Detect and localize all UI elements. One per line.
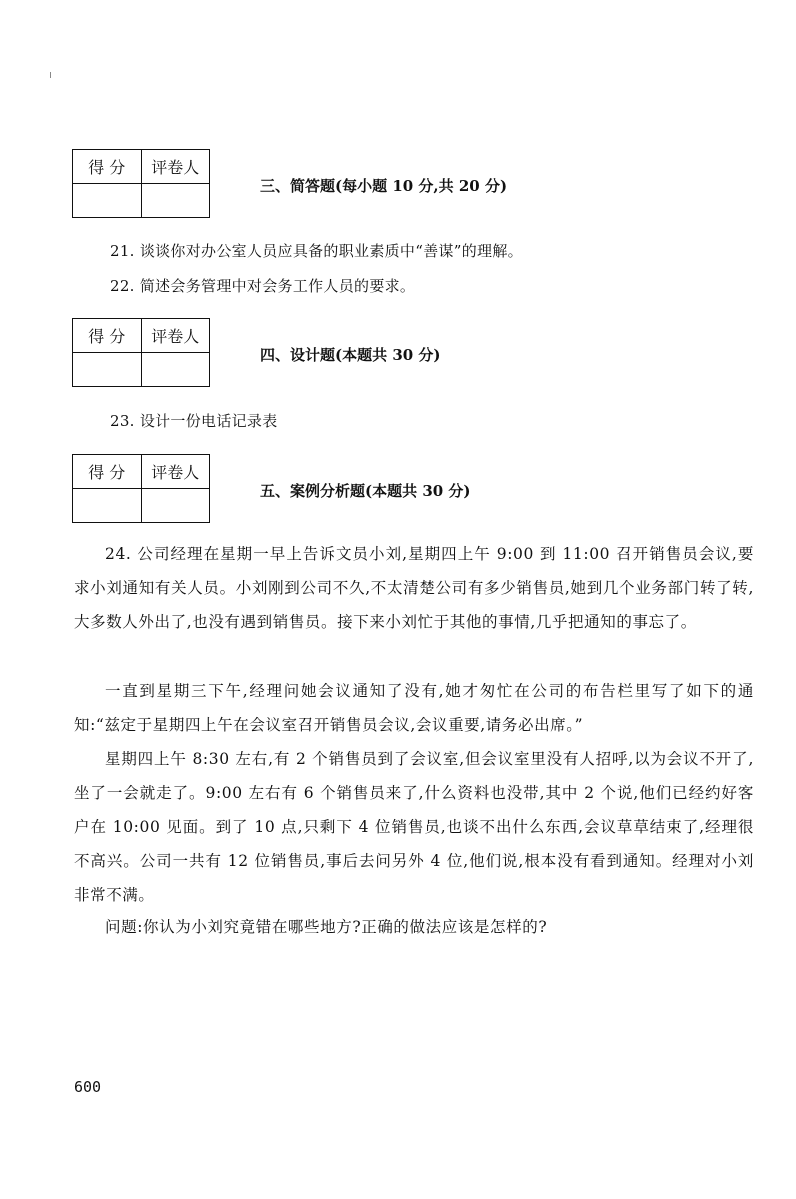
score-label: 得 分 <box>73 150 142 184</box>
section-title-4: 四、设计题(本题共 30 分) <box>260 346 441 364</box>
reviewer-cell[interactable] <box>141 184 210 218</box>
reviewer-label: 评卷人 <box>141 455 210 489</box>
score-label: 得 分 <box>73 319 142 353</box>
reviewer-label: 评卷人 <box>141 319 210 353</box>
score-cell[interactable] <box>73 184 142 218</box>
case-paragraph-3: 星期四上午 8:30 左右,有 2 个销售员到了会议室,但会议室里没有人招呼,以为会议不开了,坐了一会就走了。9:00 左右有 6 个销售员来了,什么资料也没带,其中 2 个说,他们已经约好客户在 10:00 见面。到了 10 点,只剩下 4 位销售员,也谈不出什么东西,会议草草结束了,经理很不高兴。公司一共有 12 位销售员,事后去问另外 4 位,他们说,根本没有看到通知。经理对小刘非常不满。 <box>74 750 754 904</box>
score-table-section-5 <box>72 454 210 523</box>
reviewer-label: 评卷人 <box>141 150 210 184</box>
question-22: 22. 简述会务管理中对会务工作人员的要求。 <box>110 277 416 295</box>
section-title-5: 五、案例分析题(本题共 30 分) <box>260 482 471 500</box>
score-table-section-3 <box>72 149 210 218</box>
reviewer-cell[interactable] <box>141 353 210 387</box>
section-title-3: 三、简答题(每小题 10 分,共 20 分) <box>260 177 508 195</box>
page-number: 600 <box>74 1078 102 1096</box>
score-cell[interactable] <box>73 353 142 387</box>
question-23: 23. 设计一份电话记录表 <box>110 412 278 430</box>
case-paragraph-2: 一直到星期三下午,经理问她会议通知了没有,她才匆忙在公司的布告栏里写了如下的通知:“兹定于星期四上午在会议室召开销售员会议,会议重要,请务必出席。” <box>74 682 754 734</box>
scan-mark <box>50 72 51 78</box>
score-table-section-4 <box>72 318 210 387</box>
question-21: 21. 谈谈你对办公室人员应具备的职业素质中“善谋”的理解。 <box>110 242 523 260</box>
score-label: 得 分 <box>73 455 142 489</box>
score-cell[interactable] <box>73 489 142 523</box>
case-question: 问题:你认为小刘究竟错在哪些地方?正确的做法应该是怎样的? <box>105 918 548 936</box>
reviewer-cell[interactable] <box>141 489 210 523</box>
case-paragraph-1: 24. 公司经理在星期一早上告诉文员小刘,星期四上午 9:00 到 11:00 召开销售员会议,要求小刘通知有关人员。小刘刚到公司不久,不太清楚公司有多少销售员,她到几个业务部门转了转,大多数人外出了,也没有遇到销售员。接下来小刘忙于其他的事情,几乎把通知的事忘了。 <box>74 545 754 631</box>
